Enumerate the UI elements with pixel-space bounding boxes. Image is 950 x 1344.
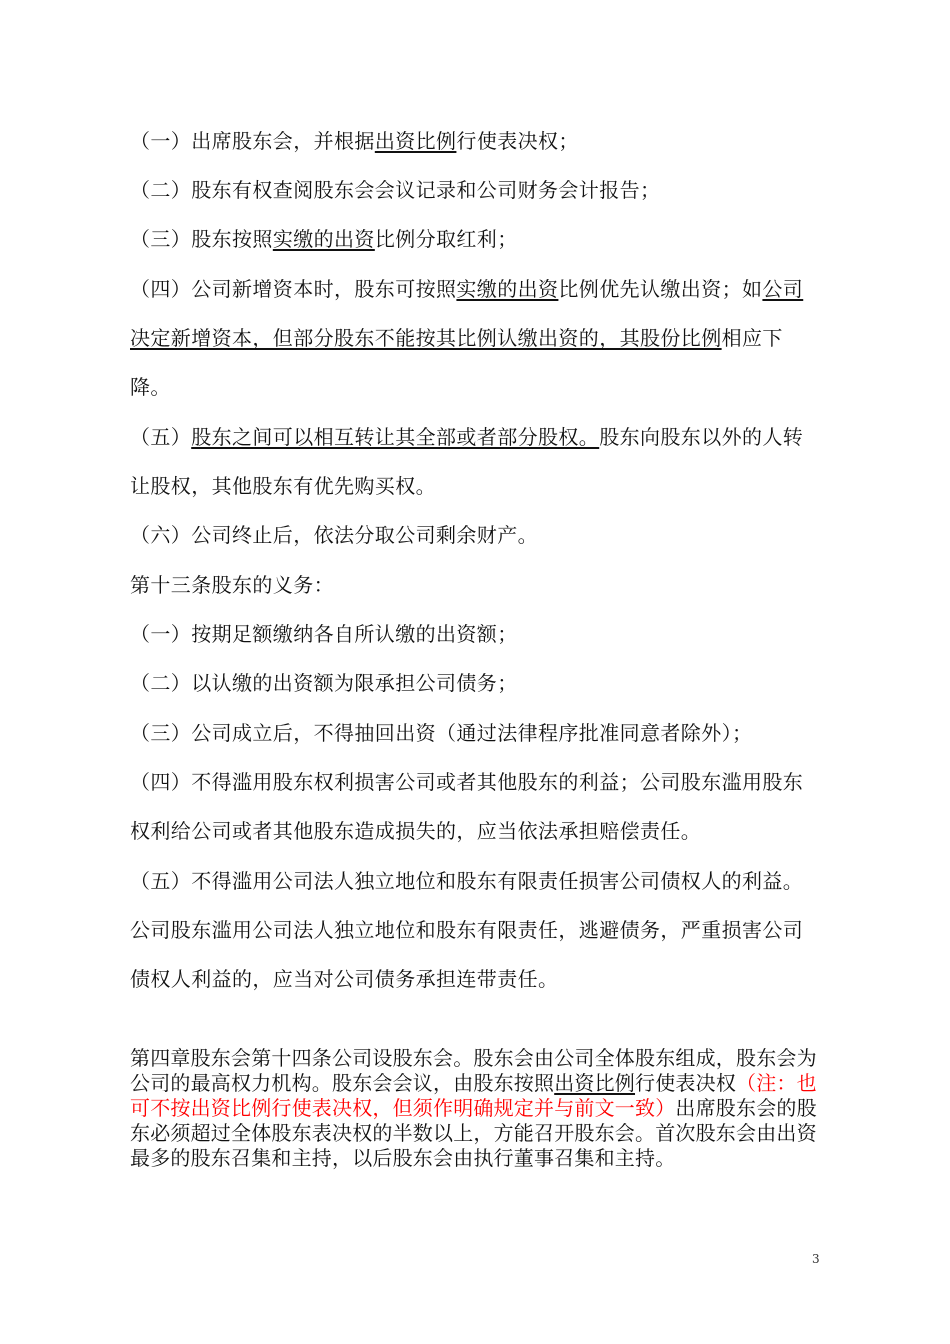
text: 第四章股东会第十四条公司设股东会。股东会由公司全体股东组成，股东会为公司的最高权力机构。股东会会议，由股东按照 — [130, 1046, 817, 1095]
article-13-heading: 第十三条股东的义务： — [130, 573, 334, 597]
text: 比例优先认缴出资；如 — [558, 277, 763, 301]
text: （六）公司终止后，依法分取公司剩余财产。 — [130, 523, 538, 547]
obligation-item-4: （四）不得滥用股东权利损害公司或者其他股东的利益；公司股东滥用股东权利给公司或者其他股东造成损失的，应当依法承担赔偿责任。 — [130, 770, 804, 843]
obligation-item-2: （二）以认缴的出资额为限承担公司债务； — [130, 671, 518, 695]
text: （一）出席股东会，并根据 — [130, 129, 375, 153]
text: （四）公司新增资本时，股东可按照 — [130, 277, 457, 301]
underlined-text: 实缴的出资 — [456, 277, 559, 301]
text: 出席股东会的股东必须超过全体股东表决权的半数以上，方能召开股东会。首次股东会由出资最多的股东召集和主持，以后股东会由执行董事召集和主持。 — [130, 1096, 817, 1170]
right-item-2 — [130, 166, 820, 215]
obligation-item-3: （三）公司成立后，不得抽回出资（通过法律程序批准同意者除外）； — [130, 721, 753, 745]
text: （三）股东按照 — [130, 227, 273, 251]
text: （五） — [130, 425, 192, 449]
right-item-1 — [130, 117, 820, 166]
text: 比例分取红利； — [374, 227, 518, 251]
text: 行使表决权 — [635, 1071, 737, 1095]
chapter-4-paragraph — [130, 1046, 820, 1171]
underlined-text: 出资比例 — [374, 129, 457, 153]
obligation-item-5: （五）不得滥用公司法人独立地位和股东有限责任损害公司债权人的利益。公司股东滥用公司法人独立地位和股东有限责任，逃避债务，严重损害公司债权人利益的，应当对公司债务承担连带责任。 — [130, 869, 804, 991]
underlined-text: 出资比例 — [554, 1071, 636, 1095]
right-item-4 — [130, 265, 820, 412]
text: 行使表决权； — [456, 129, 579, 153]
right-item-5 — [130, 413, 820, 511]
underlined-text: 股东之间可以相互转让其全部或者部分股权。 — [191, 425, 600, 449]
underlined-text: 公司决定新增资本，但部分股东不能按其比例认缴出资的，其股份比例 — [130, 277, 804, 350]
text: 相应下降。 — [130, 326, 783, 399]
obligation-item-1: （一）按期足额缴纳各自所认缴的出资额； — [130, 622, 518, 646]
page-number: 3 — [812, 1252, 820, 1266]
right-item-3 — [130, 215, 820, 264]
note-text: （注：也可不按出资比例行使表决权，但须作明确规定并与前文一致） — [130, 1071, 817, 1120]
underlined-text: 实缴的出资 — [272, 227, 375, 251]
text: 股东向股东以外的人转让股权，其他股东有优先购买权。 — [130, 425, 804, 498]
text: （二）股东有权查阅股东会会议记录和公司财务会计报告； — [130, 178, 661, 202]
right-item-6 — [130, 511, 820, 560]
